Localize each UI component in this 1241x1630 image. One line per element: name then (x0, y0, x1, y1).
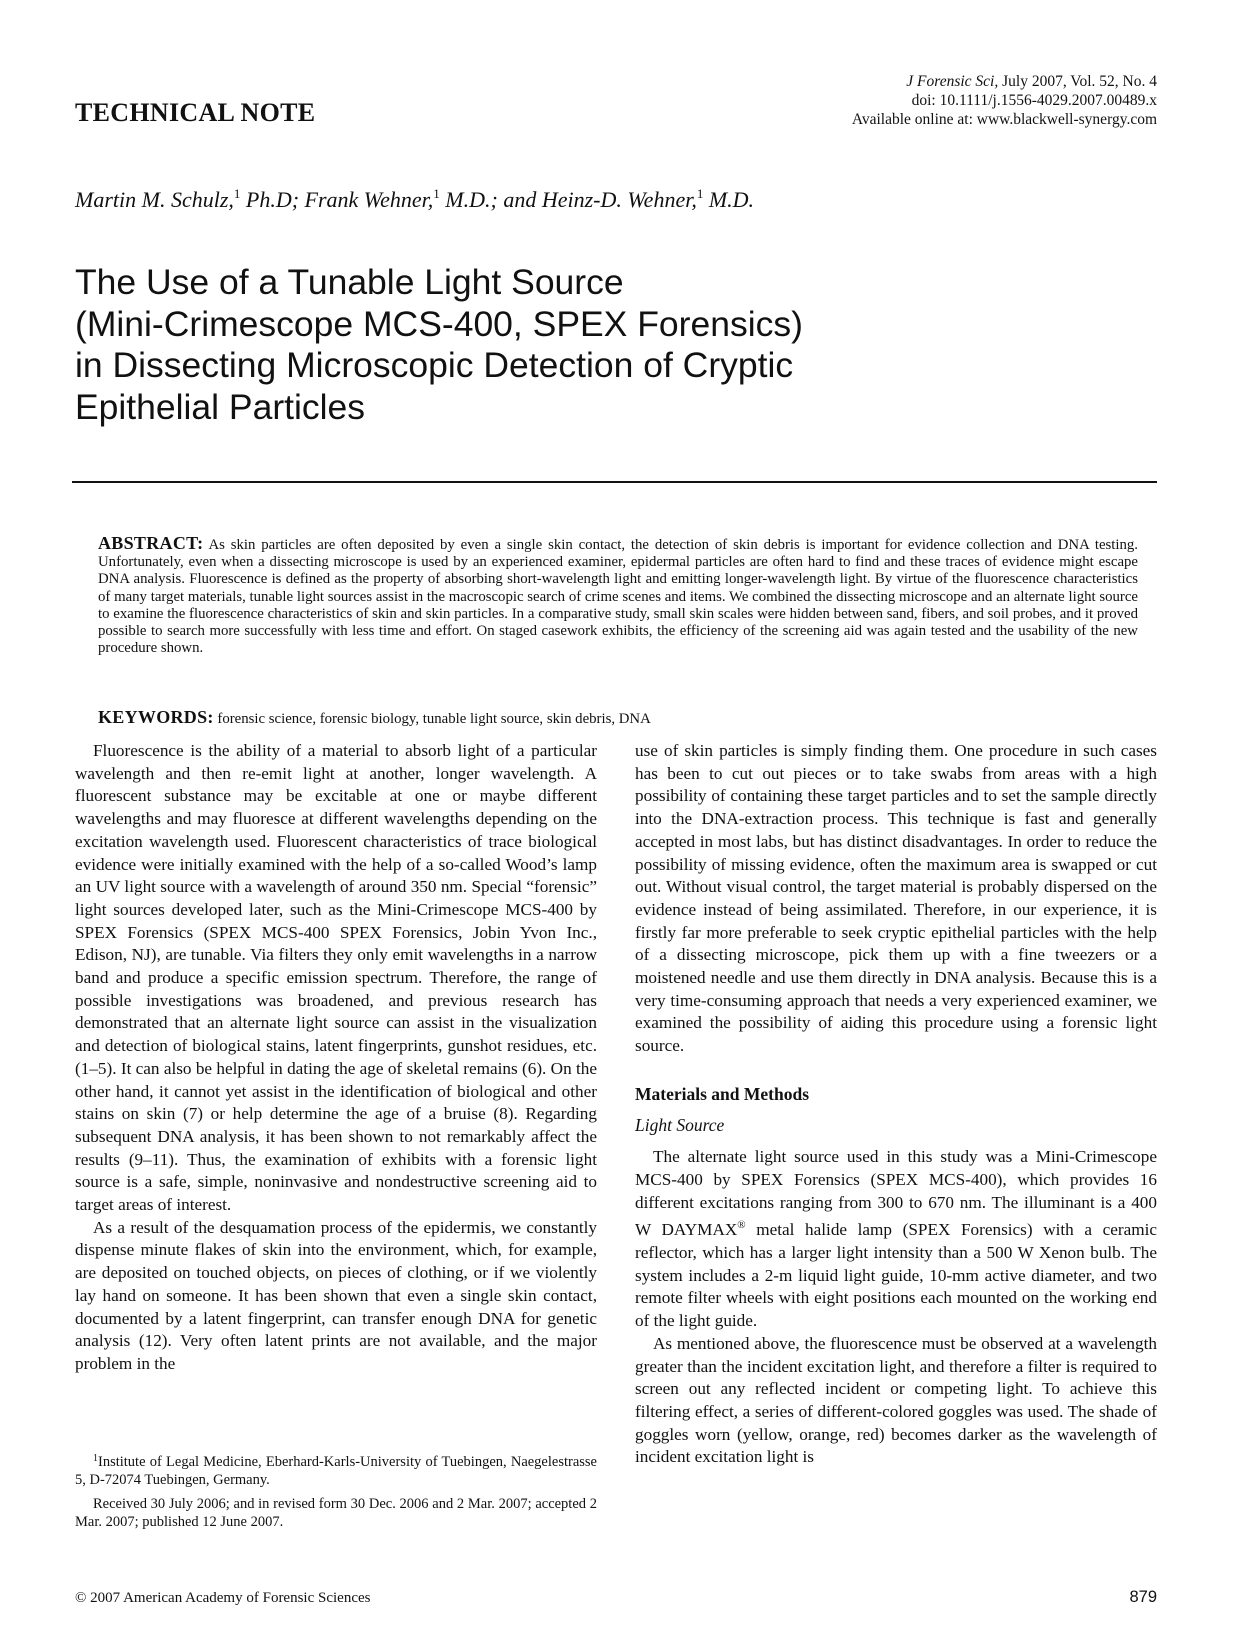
received-footnote: Received 30 July 2006; and in revised form 30 Dec. 2006 and 2 Mar. 2007; accepted 2 Mar. 2007; published 12 June 2007. (75, 1496, 597, 1530)
journal-name: J Forensic Sci, (906, 73, 999, 90)
journal-info (852, 72, 1157, 129)
affiliation-marker: 1 (433, 186, 440, 201)
affiliation-marker: 1 (233, 186, 241, 201)
author-name: and Heinz-D. Wehner, (503, 187, 697, 212)
title-line: in Dissecting Microscopic Detection of Cryptic (75, 345, 794, 385)
paragraph-text: metal halide lamp (SPEX Forensics) with a ceramic reflector, which has a larger light intensity than a 500 W Xenon bulb. The system includes a 2-m liquid light guide, 10-mm active diameter, and two remote filter wheels with eight positions each mounted on the working end of the light guide. (635, 1220, 1157, 1331)
copyright-notice: © 2007 American Academy of Forensic Sciences (75, 1590, 371, 1606)
affiliation-marker: 1 (93, 1453, 98, 1464)
section-label: TECHNICAL NOTE (75, 98, 316, 127)
subsection-heading: Light Source (635, 1114, 725, 1135)
body-column-right (635, 740, 1157, 1469)
author-list (75, 186, 754, 213)
journal-citation (852, 72, 1157, 91)
abstract-text: As skin particles are often deposited by even a single skin contact, the detection of skin debris is important for evidence collection and DNA testing. Unfortunately, even when a dissecting microscope is used by an experienced examiner, epidermal particles are often hard to find and these traces of evidence might escape DNA analysis. Fluorescence is defined as the property of absorbing short-wavelength light and emitting longer-wavelength light. By virtue of the fluorescence characteristics of many target materials, tunable light sources assist in the macroscopic search of crime scenes and items. We combined the dissecting microscope and an alternate light source to examine the fluorescence characteristics of skin and skin particles. In a comparative study, small skin scales were hidden between sand, fibers, and soil probes, and it proved possible to search more successfully with less time and effort. On staged casework exhibits, the efficiency of the screening aid was again tested and the usability of the new procedure shown. (98, 537, 1138, 657)
affiliation-text: Institute of Legal Medicine, Eberhard-Karls-University of Tuebingen, Naegelestrasse 5, D-72074 Tuebingen, Germany. (75, 1454, 597, 1488)
footnotes (75, 1450, 597, 1537)
abstract (98, 535, 1138, 657)
title-divider (72, 481, 1157, 483)
keywords-text: forensic science, forensic biology, tunable light source, skin debris, DNA (217, 711, 651, 727)
affiliation-footnote (75, 1450, 597, 1489)
paragraph-text: The alternate light source used in this study was a Mini-Crimescope MCS-400 by SPEX Forensics (SPEX MCS-400), which provides 16 different excitations ranging from 300 to 670 nm. The illuminant is a 400 W DAYMAX (635, 1147, 1157, 1240)
registered-mark: ® (737, 1219, 746, 1232)
author-degree: M.D. (703, 187, 755, 212)
author-name: Frank Wehner, (304, 187, 434, 212)
body-column-left (75, 740, 597, 1376)
author-degree: M.D.; (439, 187, 498, 212)
affiliation-marker: 1 (696, 186, 704, 201)
body-paragraph (635, 1146, 1157, 1333)
body-paragraph: use of skin particles is simply finding them. One procedure in such cases has been to cut out pieces or to take swabs from areas with a high possibility of containing these target particles and to set the sample directly into the DNA-extraction process. This technique is fast and generally accepted in most labs, but has distinct disadvantages. In order to reduce the possibility of missing evidence, often the maximum area is swapped or cut out. Without visual control, the target material is probably dispersed on the evidence instead of being assimilated. Therefore, in our experience, it is firstly far more preferable to seek cryptic epithelial particles with the help of a dissecting microscope, pick them up with a fine tweezers or a moistened needle and use them directly in DNA analysis. Because this is a very time-consuming approach that needs a very experienced examiner, we examined the possibility of aiding this procedure using a forensic light source. (635, 741, 1157, 1056)
keywords-label: KEYWORDS: (98, 707, 214, 727)
section-heading: Materials and Methods (635, 1083, 810, 1104)
page-number: 879 (1129, 1588, 1157, 1606)
body-paragraph: As a result of the desquamation process of the epidermis, we constantly dispense minute flakes of skin into the environment, which, for example, are deposited on touched objects, on pieces of clothing, or if we violently lay hand on someone. It has been shown that even a single skin contact, documented by a latent fingerprint, can transfer enough DNA for genetic analysis (12). Very often latent prints are not available, and the major problem in the (75, 1217, 597, 1373)
author-name: Martin M. Schulz, (75, 187, 234, 212)
doi: doi: 10.1111/j.1556-4029.2007.00489.x (911, 92, 1157, 109)
title-line: The Use of a Tunable Light Source (75, 262, 624, 302)
body-paragraph: Fluorescence is the ability of a material to absorb light of a particular wavelength and then re-emit light at another, longer wavelength. A fluorescent substance may be excitable at one or maybe different wavelengths and may fluoresce at different wavelengths depending on the excitation wavelength used. Fluorescent characteristics of trace biological evidence were initially examined with the help of a so-called Wood’s lamp an UV light source with a wavelength of around 350 nm. Special “forensic” light sources developed later, such as the Mini-Crimescope MCS-400 by SPEX Forensics (SPEX MCS-400 SPEX Forensics, Jobin Yvon Inc., Edison, NJ), are tunable. Via filters they only emit wavelengths in a narrow band and produce a specific emission spectrum. Therefore, the range of possible investigations was broadened, and previous research has demonstrated that an alternate light source can assist in the visualization and detection of biological stains, latent fingerprints, gunshot residues, etc. (1–5). It can also be helpful in dating the age of skeletal remains (6). On the other hand, it cannot yet assist in the identification of biological and other stains on skin (7) or help determine the age of a bruise (8). Regarding subsequent DNA analysis, it has been shown to not remarkably affect the results (9–11). Thus, the examination of exhibits with a forensic light source is a safe, simple, noninvasive and nondestructive screening aid to target areas of interest. (75, 741, 597, 1215)
paper-title (75, 262, 935, 428)
journal-issue: July 2007, Vol. 52, No. 4 (1002, 73, 1157, 90)
body-paragraph: As mentioned above, the fluorescence must be observed at a wavelength greater than the incident excitation light, and therefore a filter is required to screen out any reflected incident or competing light. To achieve this filtering effect, a series of different-colored goggles was used. The shade of goggles worn (yellow, orange, red) becomes darker as the wavelength of incident excitation light is (635, 1333, 1157, 1467)
title-line: (Mini-Crimescope MCS-400, SPEX Forensics) (75, 303, 803, 344)
online-availability: Available online at: www.blackwell-synergy.com (851, 111, 1157, 128)
author-degree: Ph.D; (240, 187, 300, 212)
keywords (98, 707, 651, 728)
abstract-label: ABSTRACT: (98, 533, 204, 553)
title-line: Epithelial Particles (75, 386, 366, 427)
